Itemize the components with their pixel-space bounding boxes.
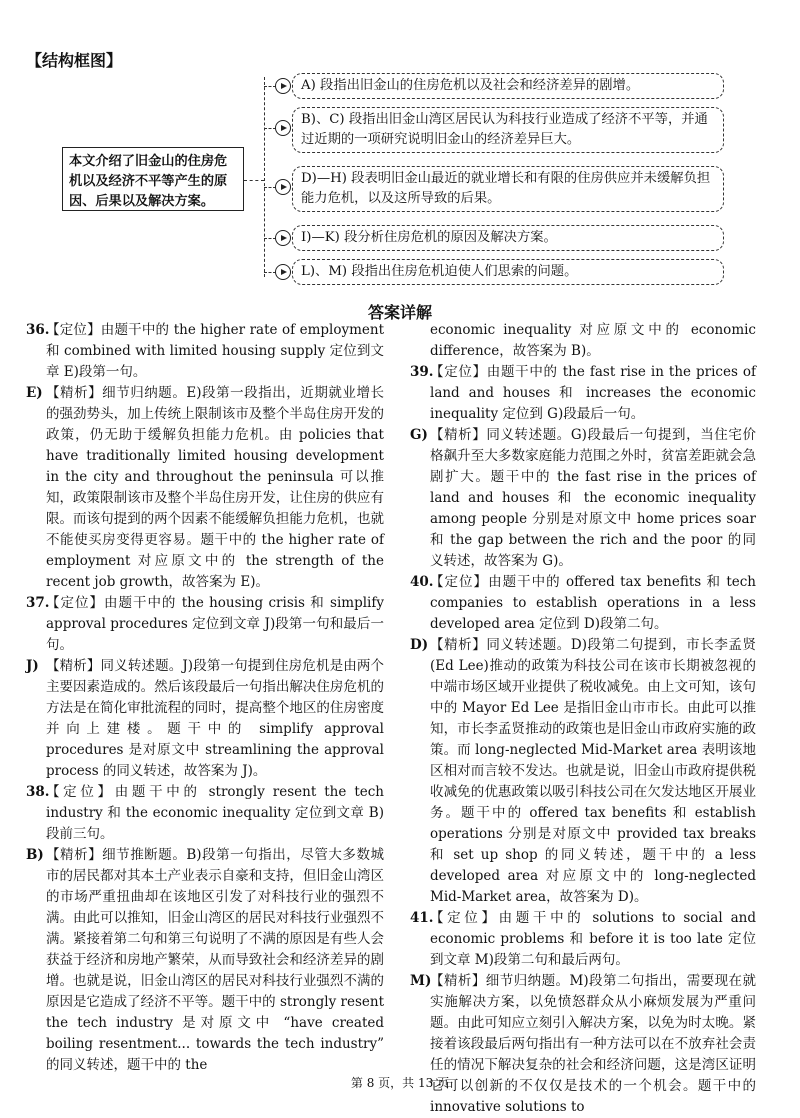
entry-label: 37. (26, 595, 50, 611)
entry-text: 【精析】同义转述题。D)段第二句提到，市长李孟贤(Ed Lee)推动的政策为科技公司在该市长期被忽视的中端市场区域开业提供了税收减免。由上文可知，该句中的 Mayor Ed Lee 是指旧金山市市长。由此可以推知，市长李孟贤推动的政策也是旧金山市政府实施的政策。而 long-neglected Mid-Market area 表明该地区相对而言较不发达。也就是说，旧金山市政府提供税收减免的优惠政策以吸引科技公司在欠发达地区开展业务。题干中的 offered tax benefits 和 establish operations 分别是对原文中 provided tax breaks 和 set up shop 的同义转述，题干中的 a less developed area 对应原文中的 long-neglected Mid-Market area，故答案为 D)。 (430, 637, 756, 905)
entry-label: J) (26, 658, 39, 674)
framework-heading: 【结构框图】 (26, 51, 123, 70)
answer-entry (26, 383, 384, 593)
entry-text: economic inequality 对应原文中的 economic difference，故答案为 B)。 (430, 322, 756, 359)
entry-label: D) (410, 637, 429, 653)
answer-entry (26, 320, 384, 383)
entry-label: 39. (410, 364, 434, 380)
entry-text: 【精析】同义转述题。G)段最后一句提到，当住宅价格飙升至大多数家庭能力范围之外时，贫富差距就会急剧扩大。题干中的 the fast rise in the prices of land and houses 和 the economic inequality among people 分别是对原文中 home prices soar 和 the gap between the rich and the poor 的同义转述，故答案为 G)。 (430, 427, 756, 569)
answer-entry (410, 320, 756, 362)
answer-entry (410, 908, 756, 971)
arrow-circle-icon (275, 264, 291, 280)
branch-box-a: A) 段指出旧金山的住房危机以及社会和经济差异的剧增。 (292, 73, 724, 99)
entry-label: M) (410, 973, 432, 989)
answer-entry (410, 572, 756, 635)
entry-label: G) (410, 427, 428, 443)
entry-text: 【定位】由题干中的 the housing crisis 和 simplify approval procedures 定位到文章 J)段第一句和最后一句。 (46, 595, 384, 653)
entry-text: 【定位】由题干中的 the higher rate of employment 和 combined with limited housing supply 定位到文章 E)段第一句。 (46, 322, 384, 380)
answer-entry (410, 971, 756, 1118)
answer-entry (410, 362, 756, 425)
answer-entry (26, 845, 384, 1076)
entry-label: 36. (26, 322, 50, 338)
answer-entry (26, 593, 384, 656)
branch-box-dh: D)—H) 段表明旧金山最近的就业增长和有限的住房供应并未缓解负担能力危机，以及这所导致的后果。 (292, 166, 724, 212)
answer-entry (410, 425, 756, 572)
answer-entry (26, 656, 384, 782)
entry-text: 【定位】由题干中的 strongly resent the tech industry 和 the economic inequality 定位到文章 B)段前三句。 (46, 784, 384, 842)
entry-label: 40. (410, 574, 434, 590)
answer-entry (26, 782, 384, 845)
arrow-circle-icon (275, 78, 291, 94)
answer-column-right (410, 320, 756, 1118)
branch-box-ik: I)—K) 段分析住房危机的原因及解决方案。 (292, 225, 724, 251)
page-footer: 第 8 页，共 13 页 (350, 1076, 450, 1090)
entry-text: 【精析】细节推断题。B)段第一句指出，尽管大多数城市的居民都对其本土产业表示自豪和支持，但旧金山湾区的市场严重扭曲却在该地区引发了对科技行业的强烈不满。由此可以推知，旧金山湾区的居民对科技行业强烈不满。紧接着第二句和第三句说明了不满的原因是有些人会获益于经济和房地产繁荣，从而导致社会和经济差异的剧增。也就是说，旧金山湾区的居民对科技行业强烈不满的原因是它造成了经济不平等。题干中的 strongly resent the tech industry 是对原文中 “have created boiling resentment... towards the tech industry” 的同义转述，题干中的 the (46, 847, 384, 1073)
arrow-circle-icon (275, 120, 291, 136)
branch-box-bc: B)、C) 段指出旧金山湾区居民认为科技行业造成了经济不平等，并通过近期的一项研究说明旧金山的经济差异巨大。 (292, 107, 724, 153)
entry-text: 【定位】由题干中的 offered tax benefits 和 tech companies to establish operations in a less developed area 定位到 D)段第二句。 (430, 574, 756, 632)
entry-label: 41. (410, 910, 434, 926)
entry-label: E) (26, 385, 43, 401)
entry-text: 【定位】由题干中的 the fast rise in the prices of land and houses 和 increases the economic inequality 定位到 G)段最后一句。 (430, 364, 756, 422)
branch-box-lm: L)、M) 段指出住房危机迫使人们思索的问题。 (292, 259, 724, 285)
answer-column-left (26, 320, 384, 1076)
entry-text: 【精析】细节归纳题。E)段第一段指出，近期就业增长的强劲势头，加上传统上限制该市及整个半岛住房开发的政策，仍无助于缓解负担能力危机。由 policies that have traditionally limited housing development in the city and throughout the peninsula 可以推知，政策限制该市及整个半岛住房开发，让住房的供应有限。而该句提到的两个因素不能缓解负担能力危机，也就不能使买房变得更容易。题干中的 the higher rate of employment 对应原文中的 the strength of the recent job growth，故答案为 E)。 (46, 385, 384, 590)
entry-text: 【精析】细节归纳题。M)段第二句指出，需要现在就实施解决方案，以免愤怒群众从小麻烦发展为严重问题。由此可知应立刻引入解决方案，以免为时太晚。紧接着该段最后两句指出有一种方法可以在不放弃社会责任的情况下解决复杂的社会和经济问题，这是湾区证明它可以创新的不仅仅是技术的一个机会。题干中的 innovative solutions to (430, 973, 756, 1115)
answer-entry (410, 635, 756, 908)
entry-text: 【定位】由题干中的 solutions to social and economic problems 和 before it is too late 定位到文章 M)段第二句和最后两句。 (430, 910, 756, 968)
summary-connector (244, 180, 264, 181)
answer-heading: 答案详解 (367, 303, 432, 322)
arrow-circle-icon (275, 230, 291, 246)
entry-label: B) (26, 847, 44, 863)
outline-bracket (264, 77, 265, 277)
framework-summary-box: 本文介绍了旧金山的住房危机以及经济不平等产生的原因、后果以及解决方案。 (62, 147, 244, 211)
entry-text: 【精析】同义转述题。J)段第一句提到住房危机是由两个主要因素造成的。然后该段最后一句指出解决住房危机的方法是在简化审批流程的同时，提高整个地区的住房密度并向上建楼。题干中的 simplify approval procedures 是对原文中 streamlining the approval process 的同义转述，故答案为 J)。 (46, 658, 384, 779)
arrow-circle-icon (275, 179, 291, 195)
entry-label: 38. (26, 784, 50, 800)
